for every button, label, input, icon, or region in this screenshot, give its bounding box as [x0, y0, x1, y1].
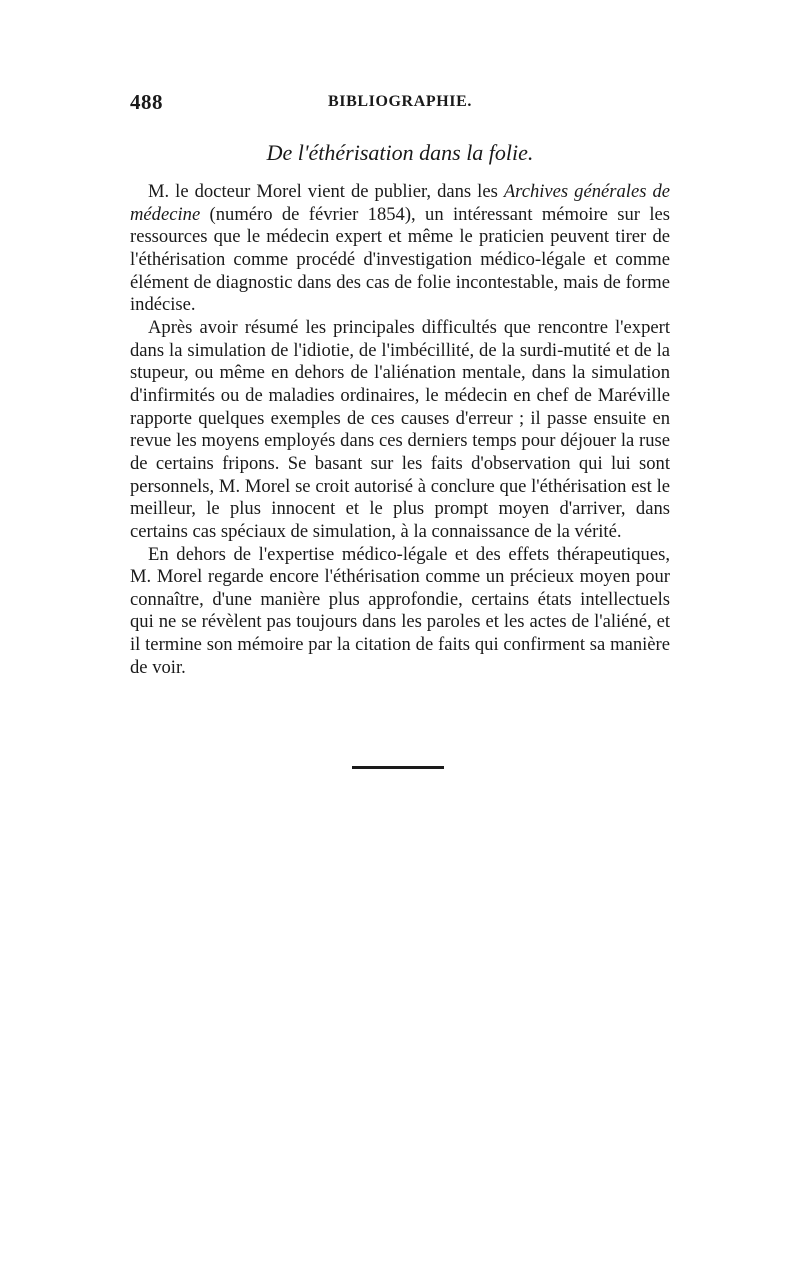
- paragraph-1-text-start: M. le docteur Morel vient de publier, dans les: [148, 181, 504, 202]
- paragraph-3: En dehors de l'expertise médico-légale et des effets thérapeutiques, M. Morel regarde encore l'éthérisation comme un précieux moyen pour connaître, d'une manière plus approfondie, certains états intellectuels qui ne se révèlent pas toujours dans les paroles et les actes de l'aliéné, et il termine son mémoire par la citation de faits qui confirment sa manière de voir.: [130, 543, 670, 678]
- end-rule: [352, 766, 444, 769]
- journal-title: Archives générales de médecine: [130, 181, 671, 225]
- article-title: De l'éthérisation dans la folie.: [266, 140, 534, 165]
- paragraph-1: [130, 181, 670, 317]
- page-number: 488: [130, 90, 163, 114]
- paragraph-1-text-end: (numéro de février 1854), un intéressant mémoire sur les ressources que le médecin expert et même le praticien peuvent tirer de l'éthérisation comme procédé d'investigation médico-légale et comme élément de diagnostic dans des cas de folie incontestable, mais de forme indécise.: [130, 203, 670, 316]
- paragraph-2: Après avoir résumé les principales difficultés que rencontre l'expert dans la simulation de l'idiotie, de l'imbécillité, de la surdi-mutité et de la stupeur, ou même en dehors de l'aliénation mentale, dans la simulation d'infirmités ou de maladies ordinaires, le médecin en chef de Maréville rapporte quelques exemples de ces causes d'erreur ; il passe ensuite en revue les moyens employés dans ces derniers temps pour déjouer la ruse de certains fripons. Se basant sur les faits d'observation qui lui sont personnels, M. Morel se croit autorisé à conclure que l'éthérisation est le meilleur, le plus innocent et le plus prompt moyen d'arriver, dans certains cas spéciaux de simulation, à la connaissance de la vérité.: [130, 316, 670, 542]
- running-head: BIBLIOGRAPHIE.: [328, 93, 472, 110]
- article-body: [130, 181, 670, 679]
